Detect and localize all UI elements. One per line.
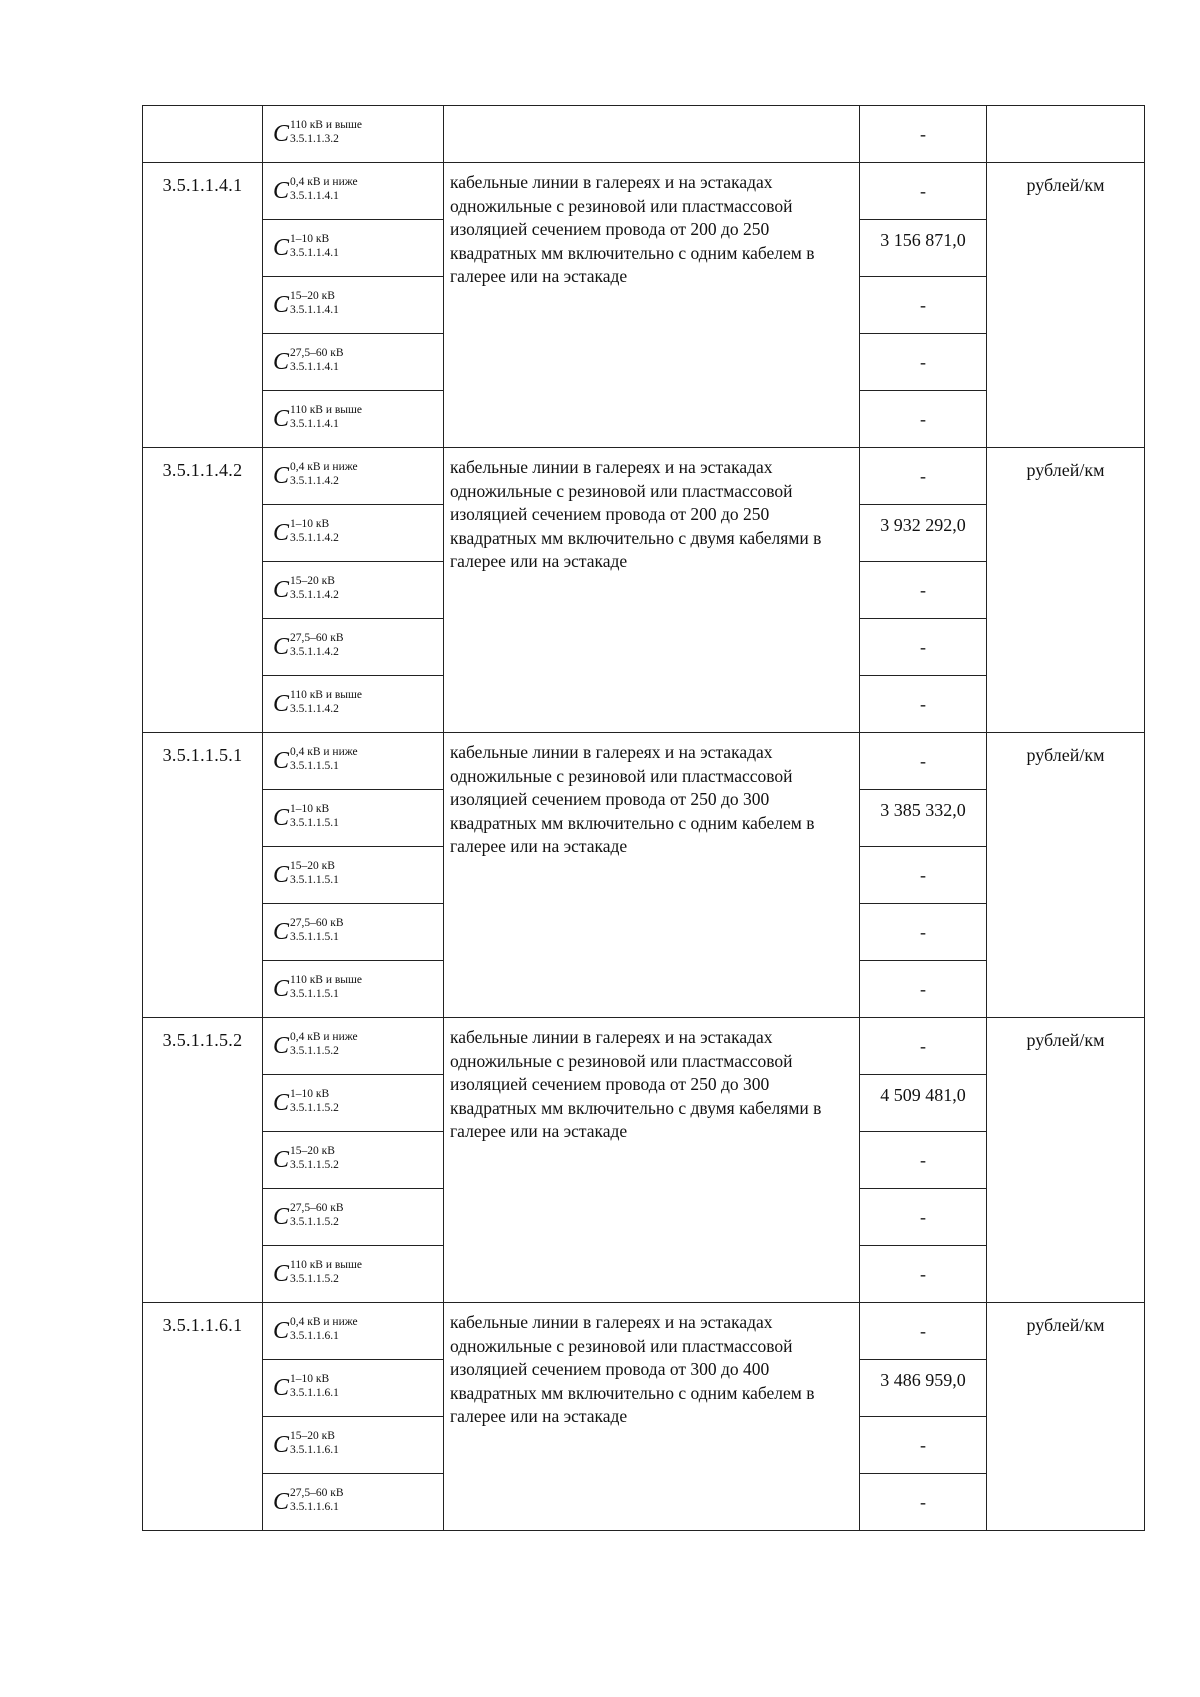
symbol-cell bbox=[263, 1246, 444, 1303]
value-text: - bbox=[920, 352, 926, 372]
symbol-subscript: 3.5.1.1.6.1 bbox=[290, 1330, 339, 1342]
item-code: 3.5.1.1.4.1 bbox=[143, 163, 263, 448]
symbol-subscript: 3.5.1.1.5.2 bbox=[290, 1102, 339, 1114]
symbol-superscript: 110 кВ и выше bbox=[290, 1259, 362, 1271]
value-cell bbox=[860, 904, 987, 961]
value-text: - bbox=[920, 124, 926, 144]
value-cell bbox=[860, 106, 987, 163]
item-code: 3.5.1.1.4.2 bbox=[143, 448, 263, 733]
value-cell bbox=[860, 277, 987, 334]
item-description: кабельные линии в галереях и на эстакадах одножильные с резиновой или пластмассовой изоляцией сечением провода от 200 до 250 квадратных мм включительно с одним кабелем в галерее или на эстакаде bbox=[444, 163, 860, 448]
symbol-subscript: 3.5.1.1.4.2 bbox=[290, 589, 339, 601]
symbol-cell bbox=[263, 619, 444, 676]
symbol-letter: C bbox=[273, 748, 290, 774]
value-cell bbox=[860, 334, 987, 391]
value-text: - bbox=[920, 1321, 926, 1341]
item-code: 3.5.1.1.5.2 bbox=[143, 1018, 263, 1303]
symbol-superscript: 27,5–60 кВ bbox=[290, 1487, 344, 1499]
symbol-cell bbox=[263, 505, 444, 562]
symbol-superscript: 110 кВ и выше bbox=[290, 689, 362, 701]
unit-cell: рублей/км bbox=[987, 448, 1145, 733]
symbol-letter: C bbox=[273, 235, 290, 261]
symbol-superscript: 15–20 кВ bbox=[290, 860, 335, 872]
symbol-subscript: 3.5.1.1.5.1 bbox=[290, 988, 339, 1000]
symbol-cell bbox=[263, 1417, 444, 1474]
symbol-superscript: 0,4 кВ и ниже bbox=[290, 176, 358, 188]
symbol-subscript: 3.5.1.1.5.2 bbox=[290, 1216, 339, 1228]
symbol-superscript: 0,4 кВ и ниже bbox=[290, 1316, 358, 1328]
symbol-subscript: 3.5.1.1.5.2 bbox=[290, 1045, 339, 1057]
symbol-superscript: 1–10 кВ bbox=[290, 518, 330, 530]
symbol-cell bbox=[263, 163, 444, 220]
symbol-letter: C bbox=[273, 1432, 290, 1458]
symbol-superscript: 15–20 кВ bbox=[290, 575, 335, 587]
symbol-subscript: 3.5.1.1.4.2 bbox=[290, 703, 339, 715]
value-text: 4 509 481,0 bbox=[880, 1085, 966, 1105]
symbol-cell bbox=[263, 733, 444, 790]
value-cell bbox=[860, 1189, 987, 1246]
value-cell bbox=[860, 562, 987, 619]
value-text: - bbox=[920, 637, 926, 657]
symbol-superscript: 27,5–60 кВ bbox=[290, 632, 344, 644]
value-cell bbox=[860, 163, 987, 220]
table-row bbox=[143, 1018, 1145, 1075]
symbol-superscript: 0,4 кВ и ниже bbox=[290, 461, 358, 473]
value-cell bbox=[860, 676, 987, 733]
symbol-subscript: 3.5.1.1.4.1 bbox=[290, 190, 339, 202]
symbol-cell bbox=[263, 334, 444, 391]
value-text: - bbox=[920, 466, 926, 486]
symbol-letter: C bbox=[273, 577, 290, 603]
value-text: - bbox=[920, 409, 926, 429]
symbol-superscript: 27,5–60 кВ bbox=[290, 917, 344, 929]
value-text: - bbox=[920, 181, 926, 201]
value-cell bbox=[860, 847, 987, 904]
symbol-superscript: 27,5–60 кВ bbox=[290, 1202, 344, 1214]
value-text: - bbox=[920, 580, 926, 600]
value-text: 3 156 871,0 bbox=[880, 230, 966, 250]
symbol-superscript: 1–10 кВ bbox=[290, 803, 330, 815]
symbol-letter: C bbox=[273, 1033, 290, 1059]
symbol-subscript: 3.5.1.1.4.1 bbox=[290, 361, 339, 373]
symbol-letter: C bbox=[273, 1318, 290, 1344]
symbol-cell bbox=[263, 1189, 444, 1246]
symbol-superscript: 1–10 кВ bbox=[290, 233, 330, 245]
symbol-letter: C bbox=[273, 463, 290, 489]
symbol-subscript: 3.5.1.1.5.1 bbox=[290, 760, 339, 772]
code-cell bbox=[143, 106, 263, 163]
symbol-subscript: 3.5.1.1.6.1 bbox=[290, 1387, 339, 1399]
symbol-letter: C bbox=[273, 292, 290, 318]
value-text: - bbox=[920, 1264, 926, 1284]
symbol-letter: C bbox=[273, 805, 290, 831]
value-text: 3 932 292,0 bbox=[880, 515, 966, 535]
value-text: - bbox=[920, 1435, 926, 1455]
table-row bbox=[143, 1303, 1145, 1360]
symbol-letter: C bbox=[273, 1147, 290, 1173]
symbol-superscript: 110 кВ и выше bbox=[290, 404, 362, 416]
symbol-subscript: 3.5.1.1.5.2 bbox=[290, 1273, 339, 1285]
symbol-subscript: 3.5.1.1.5.1 bbox=[290, 817, 339, 829]
symbol-superscript: 27,5–60 кВ bbox=[290, 347, 344, 359]
value-text: - bbox=[920, 295, 926, 315]
table-row bbox=[143, 163, 1145, 220]
value-cell bbox=[860, 733, 987, 790]
symbol-superscript: 15–20 кВ bbox=[290, 1430, 335, 1442]
table-row bbox=[143, 106, 1145, 163]
value-cell bbox=[860, 961, 987, 1018]
value-cell bbox=[860, 1303, 987, 1360]
symbol-letter: C bbox=[273, 520, 290, 546]
value-cell bbox=[860, 790, 987, 847]
symbol-letter: C bbox=[273, 691, 290, 717]
symbol-cell bbox=[263, 847, 444, 904]
symbol-subscript: 3.5.1.1.5.1 bbox=[290, 874, 339, 886]
symbol-cell bbox=[263, 1474, 444, 1531]
symbol-cell bbox=[263, 961, 444, 1018]
symbol-subscript: 3.5.1.1.5.2 bbox=[290, 1159, 339, 1171]
unit-cell bbox=[987, 106, 1145, 163]
symbol-cell bbox=[263, 676, 444, 733]
value-text: - bbox=[920, 1207, 926, 1227]
item-description: кабельные линии в галереях и на эстакадах одножильные с резиновой или пластмассовой изоляцией сечением провода от 250 до 300 квадратных мм включительно с одним кабелем в галерее или на эстакаде bbox=[444, 733, 860, 1018]
value-cell bbox=[860, 505, 987, 562]
value-cell bbox=[860, 1360, 987, 1417]
symbol-superscript: 1–10 кВ bbox=[290, 1088, 330, 1100]
symbol-letter: C bbox=[273, 919, 290, 945]
symbol-cell bbox=[263, 106, 444, 163]
item-description: кабельные линии в галереях и на эстакадах одножильные с резиновой или пластмассовой изоляцией сечением провода от 200 до 250 квадратных мм включительно с двумя кабелями в галерее или на эстакаде bbox=[444, 448, 860, 733]
symbol-letter: C bbox=[273, 1489, 290, 1515]
symbol-cell bbox=[263, 562, 444, 619]
symbol-cell bbox=[263, 904, 444, 961]
value-text: - bbox=[920, 979, 926, 999]
description-cell bbox=[444, 106, 860, 163]
symbol-letter: C bbox=[273, 1090, 290, 1116]
symbol-superscript: 0,4 кВ и ниже bbox=[290, 1031, 358, 1043]
symbol-superscript: 110 кВ и выше bbox=[290, 974, 362, 986]
symbol-subscript: 3.5.1.1.4.2 bbox=[290, 475, 339, 487]
symbol-superscript: 15–20 кВ bbox=[290, 1145, 335, 1157]
symbol-letter: C bbox=[273, 862, 290, 888]
symbol-cell bbox=[263, 448, 444, 505]
unit-cell: рублей/км bbox=[987, 1303, 1145, 1531]
symbol-superscript: 110 кВ и выше bbox=[290, 119, 362, 131]
symbol-subscript: 3.5.1.1.4.1 bbox=[290, 247, 339, 259]
value-cell bbox=[860, 1018, 987, 1075]
rates-table-body bbox=[143, 106, 1145, 1531]
unit-cell: рублей/км bbox=[987, 733, 1145, 1018]
value-cell bbox=[860, 1132, 987, 1189]
symbol-superscript: 15–20 кВ bbox=[290, 290, 335, 302]
symbol-letter: C bbox=[273, 1261, 290, 1287]
symbol-letter: C bbox=[273, 121, 290, 147]
value-cell bbox=[860, 448, 987, 505]
table-row bbox=[143, 448, 1145, 505]
symbol-superscript: 0,4 кВ и ниже bbox=[290, 746, 358, 758]
symbol-cell bbox=[263, 790, 444, 847]
symbol-superscript: 1–10 кВ bbox=[290, 1373, 330, 1385]
symbol-subscript: 3.5.1.1.3.2 bbox=[290, 133, 339, 145]
table-row bbox=[143, 733, 1145, 790]
value-cell bbox=[860, 220, 987, 277]
item-description: кабельные линии в галереях и на эстакадах одножильные с резиновой или пластмассовой изоляцией сечением провода от 250 до 300 квадратных мм включительно с двумя кабелями в галерее или на эстакаде bbox=[444, 1018, 860, 1303]
symbol-subscript: 3.5.1.1.5.1 bbox=[290, 931, 339, 943]
value-cell bbox=[860, 1075, 987, 1132]
symbol-cell bbox=[263, 1360, 444, 1417]
value-cell bbox=[860, 1417, 987, 1474]
value-text: - bbox=[920, 865, 926, 885]
symbol-cell bbox=[263, 1075, 444, 1132]
item-description: кабельные линии в галереях и на эстакадах одножильные с резиновой или пластмассовой изоляцией сечением провода от 300 до 400 квадратных мм включительно с одним кабелем в галерее или на эстакаде bbox=[444, 1303, 860, 1531]
symbol-cell bbox=[263, 220, 444, 277]
symbol-letter: C bbox=[273, 976, 290, 1002]
symbol-subscript: 3.5.1.1.4.1 bbox=[290, 418, 339, 430]
symbol-cell bbox=[263, 1018, 444, 1075]
value-text: 3 385 332,0 bbox=[880, 800, 966, 820]
value-text: - bbox=[920, 1036, 926, 1056]
symbol-letter: C bbox=[273, 178, 290, 204]
value-text: - bbox=[920, 1150, 926, 1170]
value-text: - bbox=[920, 694, 926, 714]
item-code: 3.5.1.1.6.1 bbox=[143, 1303, 263, 1531]
item-code: 3.5.1.1.5.1 bbox=[143, 733, 263, 1018]
value-cell bbox=[860, 1246, 987, 1303]
symbol-subscript: 3.5.1.1.4.1 bbox=[290, 304, 339, 316]
value-cell bbox=[860, 619, 987, 676]
unit-cell: рублей/км bbox=[987, 1018, 1145, 1303]
value-text: - bbox=[920, 922, 926, 942]
value-text: 3 486 959,0 bbox=[880, 1370, 966, 1390]
symbol-letter: C bbox=[273, 1375, 290, 1401]
rates-table bbox=[142, 105, 1145, 1531]
value-text: - bbox=[920, 751, 926, 771]
unit-cell: рублей/км bbox=[987, 163, 1145, 448]
value-cell bbox=[860, 1474, 987, 1531]
symbol-letter: C bbox=[273, 349, 290, 375]
symbol-letter: C bbox=[273, 406, 290, 432]
value-cell bbox=[860, 391, 987, 448]
symbol-cell bbox=[263, 1132, 444, 1189]
symbol-subscript: 3.5.1.1.6.1 bbox=[290, 1501, 339, 1513]
symbol-cell bbox=[263, 277, 444, 334]
symbol-letter: C bbox=[273, 634, 290, 660]
symbol-cell bbox=[263, 1303, 444, 1360]
symbol-subscript: 3.5.1.1.6.1 bbox=[290, 1444, 339, 1456]
symbol-subscript: 3.5.1.1.4.2 bbox=[290, 532, 339, 544]
symbol-cell bbox=[263, 391, 444, 448]
symbol-subscript: 3.5.1.1.4.2 bbox=[290, 646, 339, 658]
value-text: - bbox=[920, 1492, 926, 1512]
symbol-letter: C bbox=[273, 1204, 290, 1230]
